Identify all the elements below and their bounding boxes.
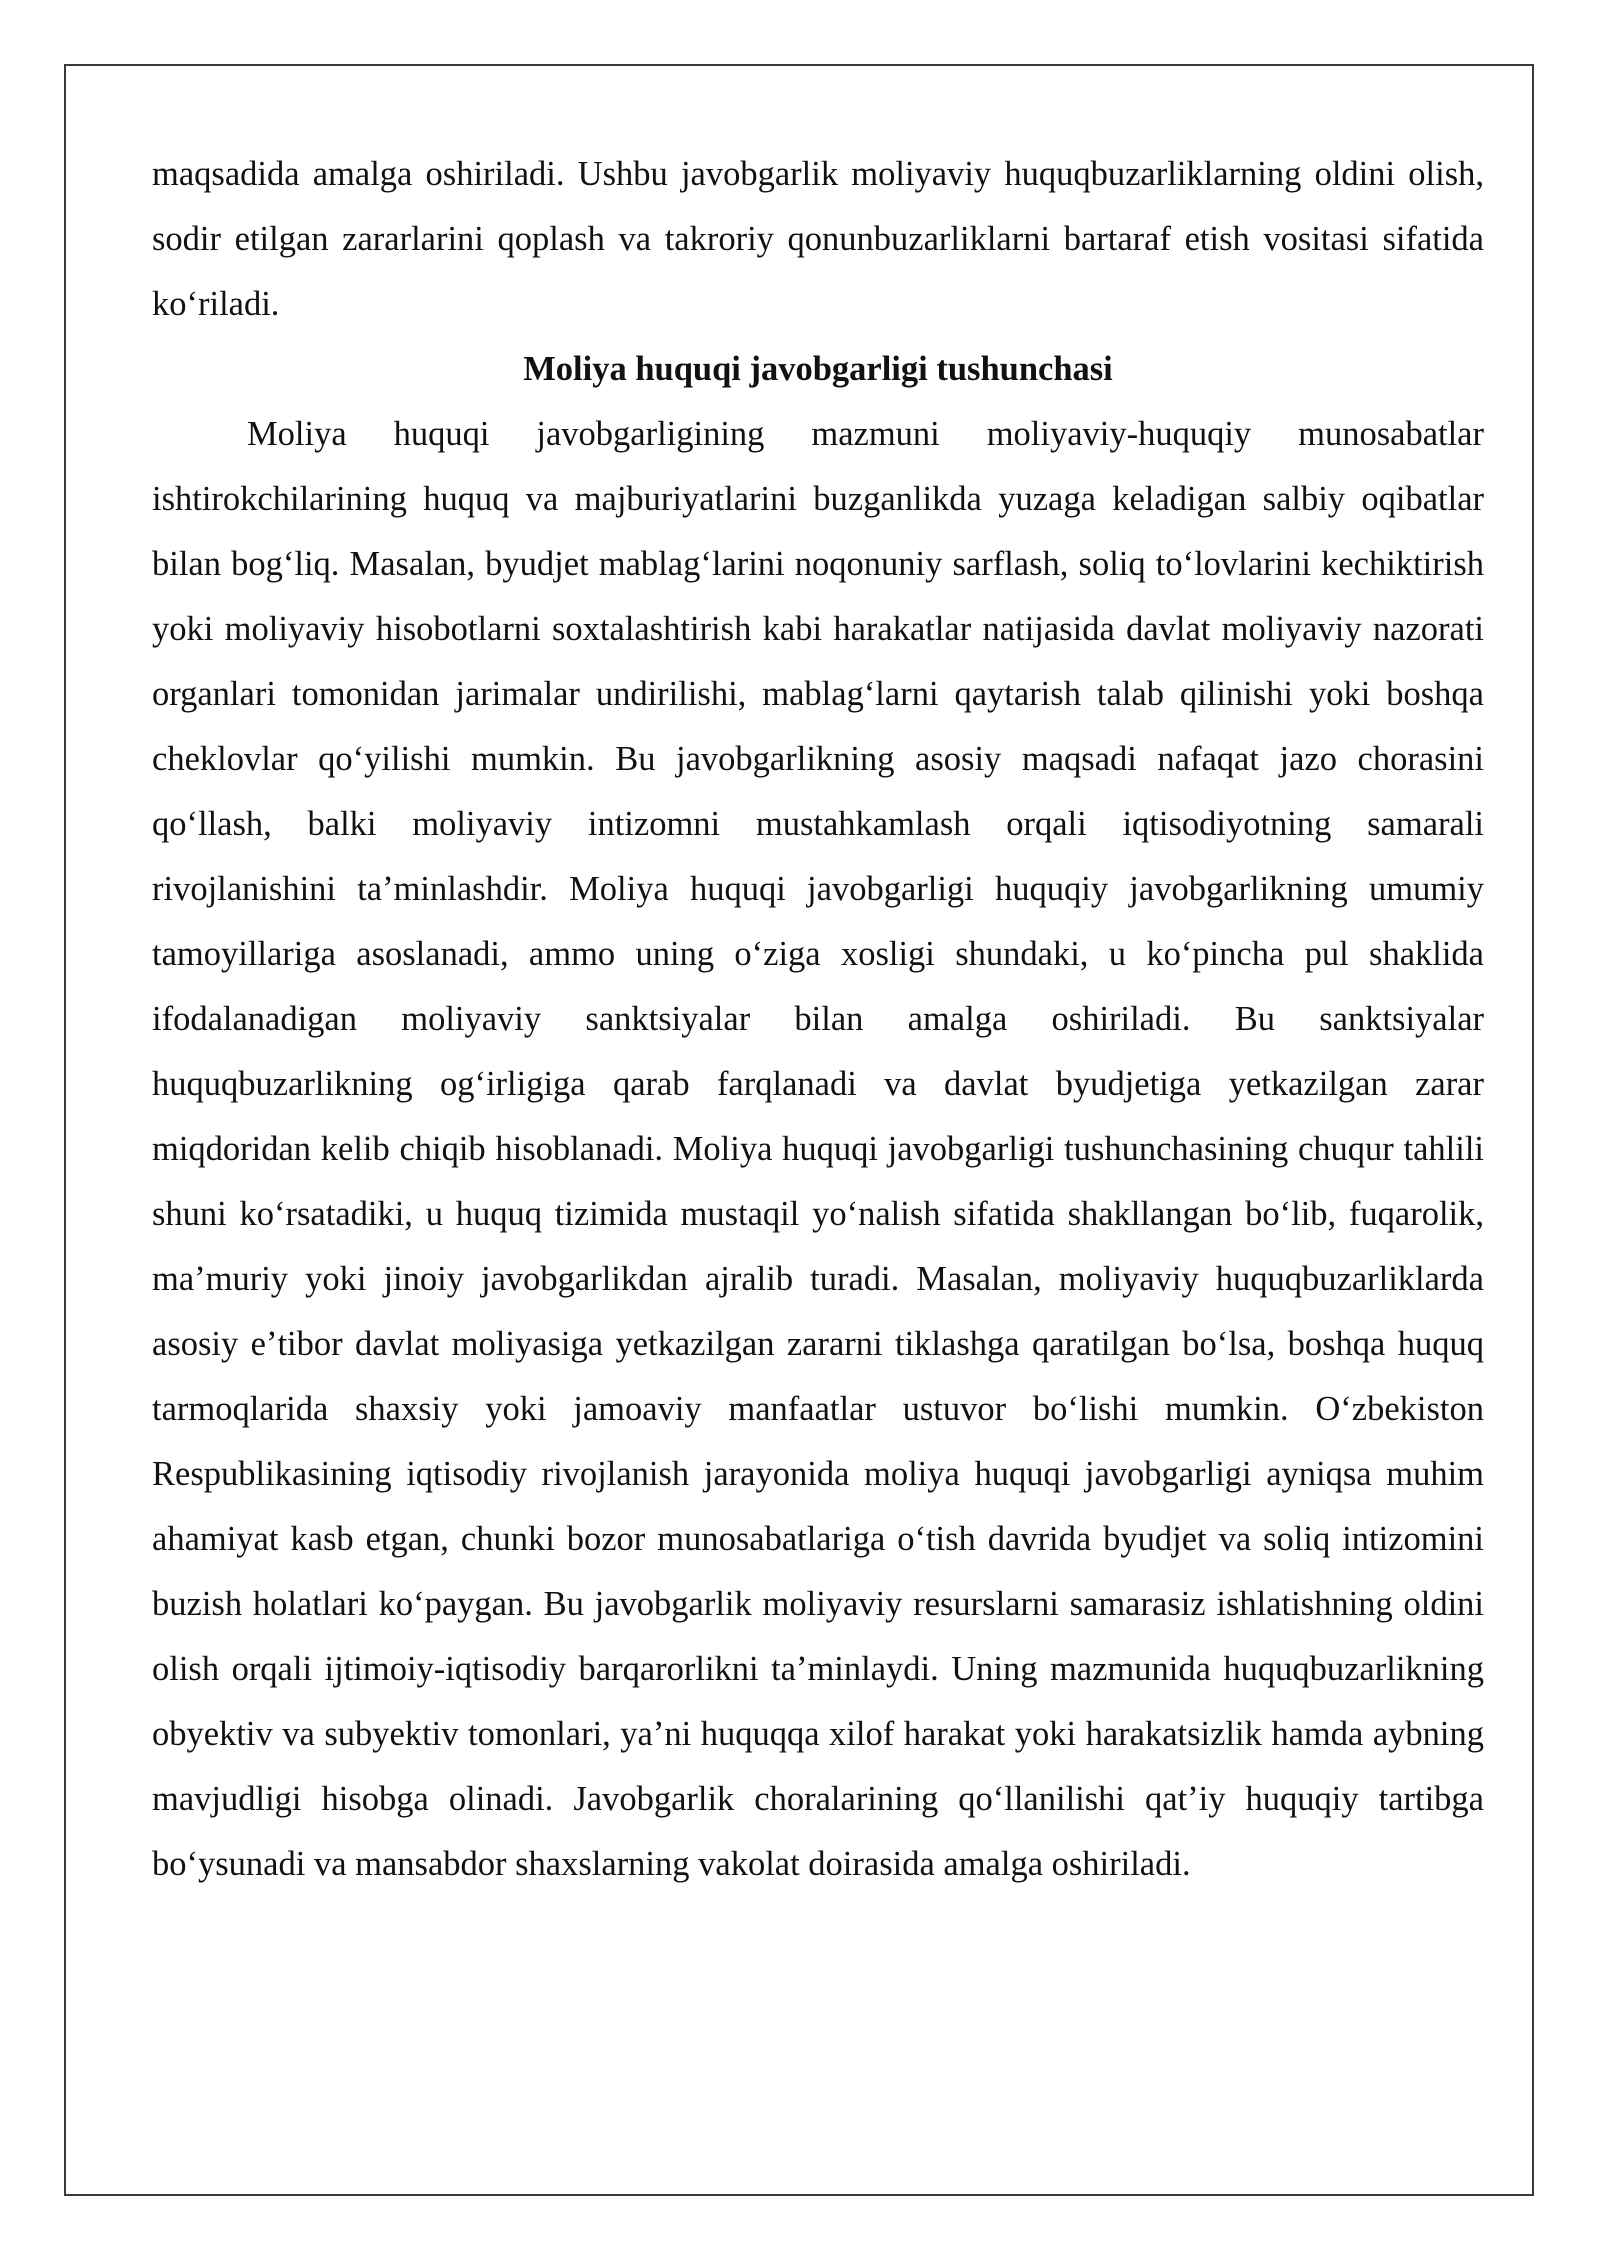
continuation-paragraph: maqsadida amalga oshiriladi. Ushbu javobgarlik moliyaviy huquqbuzarliklarning oldini olish, sodir etilgan zararlarini qoplash va takroriy qonunbuzarliklarni bartaraf etish vositasi sifatida koʻriladi. bbox=[152, 155, 1484, 323]
section-heading: Moliya huquqi javobgarligi tushunchasi bbox=[523, 350, 1113, 388]
document-body bbox=[152, 142, 1484, 1897]
main-paragraph: Moliya huquqi javobgarligining mazmuni moliyaviy-huquqiy munosabatlar ishtirokchilarining huquq va majburiyatlarini buzganlikda yuzaga keladigan salbiy oqibatlar bilan bogʻliq. Masalan, byudjet mablagʻlarini noqonuniy sarflash, soliq toʻlovlarini kechiktirish yoki moliyaviy hisobotlarni soxtalashtirish kabi harakatlar natijasida davlat moliyaviy nazorati organlari tomonidan jarimalar undirilishi, mablagʻlarni qaytarish talab qilinishi yoki boshqa cheklovlar qoʻyilishi mumkin. Bu javobgarlikning asosiy maqsadi nafaqat jazo chorasini qoʻllash, balki moliyaviy intizomni mustahkamlash orqali iqtisodiyotning samarali rivojlanishini taʼminlashdir. Moliya huquqi javobgarligi huquqiy javobgarlikning umumiy tamoyillariga asoslanadi, ammo uning oʻziga xosligi shundaki, u koʻpincha pul shaklida ifodalanadigan moliyaviy sanktsiyalar bilan amalga oshiriladi. Bu sanktsiyalar huquqbuzarlikning ogʻirligiga qarab farqlanadi va davlat byudjetiga yetkazilgan zarar miqdoridan kelib chiqib hisoblanadi. Moliya huquqi javobgarligi tushunchasining chuqur tahlili shuni koʻrsatadiki, u huquq tizimida mustaqil yoʻnalish sifatida shakllangan boʻlib, fuqarolik, maʼmuriy yoki jinoiy javobgarlikdan ajralib turadi. Masalan, moliyaviy huquqbuzarliklarda asosiy eʼtibor davlat moliyasiga yetkazilgan zararni tiklashga qaratilgan boʻlsa, boshqa huquq tarmoqlarida shaxsiy yoki jamoaviy manfaatlar ustuvor boʻlishi mumkin. Oʻzbekiston Respublikasining iqtisodiy rivojlanish jarayonida moliya huquqi javobgarligi ayniqsa muhim ahamiyat kasb etgan, chunki bozor munosabatlariga oʻtish davrida byudjet va soliq intizomini buzish holatlari koʻpaygan. Bu javobgarlik moliyaviy resurslarni samarasiz ishlatishning oldini olish orqali ijtimoiy-iqtisodiy barqarorlikni taʼminlaydi. Uning mazmunida huquqbuzarlikning obyektiv va subyektiv tomonlari, yaʼni huquqqa xilof harakat yoki harakatsizlik hamda aybning mavjudligi hisobga olinadi. Javobgarlik choralarining qoʻllanilishi qatʼiy huquqiy tartibga boʻysunadi va mansabdor shaxslarning vakolat doirasida amalga oshiriladi. bbox=[152, 415, 1484, 1883]
